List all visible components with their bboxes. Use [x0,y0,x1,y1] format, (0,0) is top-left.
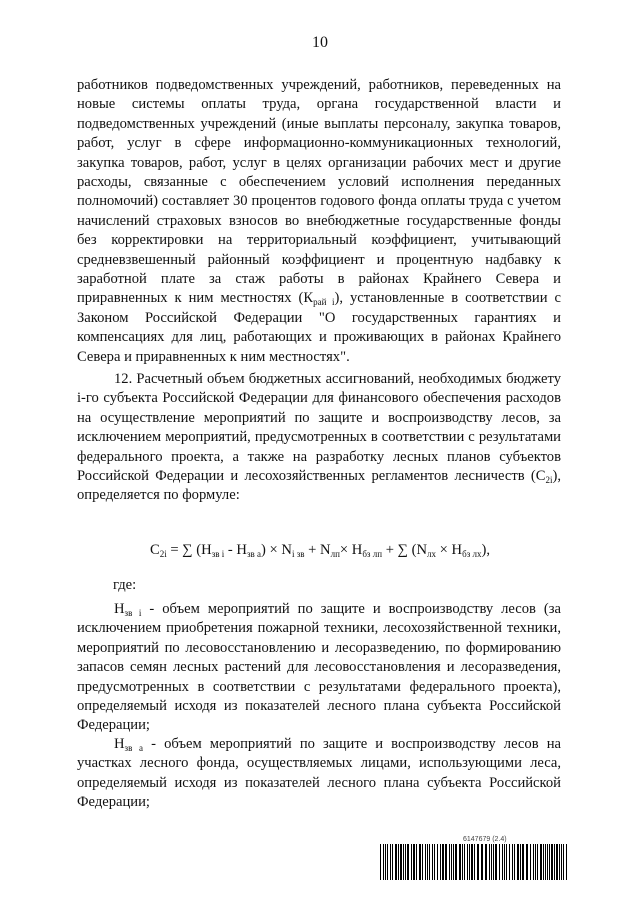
formula-sub: зв i [211,549,225,559]
formula [0,540,640,560]
page-number: 10 [312,34,328,51]
formula-sub: лх [427,549,437,559]
barcode-icon [380,844,570,880]
formula-part: - Н [224,542,247,558]
definition-symbol: Н [114,601,125,617]
paragraph-continuation [77,76,561,367]
formula-part: × Н [436,542,463,558]
formula-sub: бз лх [462,549,482,559]
formula-part: ) × N [261,542,292,558]
paragraph-text: работников подведомственных учреждений, работников, переведенных на новые системы оплаты труда, органа государственной власти и подведомственных учреждений (иные выплаты персоналу, закупка товаров, работ, услуг в сфере информационно-коммуникационных технологий, закупка товаров, работ, услуг в целях организации рабочих мест и другие расходы, связанные с обеспечением условий исполнения переданных полномочий) составляет 30 процентов годового фонда оплаты труда с учетом начислений страховых взносов во внебюджетные государственные фонды без корректировки на территориальный коэффициент, учитывающий средневзвешенный районный коэффициент и процентную надбавку к заработной плате за стаж работы в районах Крайнего Севера и приравненных к ним местностях (К [77,77,561,307]
definition-text: - объем мероприятий по защите и воспроизводству лесов (за исключением приобретения пожарной техники, лесохозяйственной техники, мероприятий по лесовосстановлению и лесоразведению, по формированию запасов семян лесных растений для лесовосстановления и лесоразведения, предусмотренных в соответствии с результатами федерального проекта), определяемый исходя из показателей лесного плана субъекта Российской Федерации; [77,601,561,734]
formula-sub: зв а [246,549,262,559]
definition-text: - объем мероприятий по защите и воспроизводству лесов на участках лесного фонда, осуществляемых лицами, использующими леса, определяемый исходя из показателей лесного плана субъекта Российской Федерации; [77,736,561,811]
subscript: зв а [124,743,144,753]
paragraph-text: 12. Расчетный объем бюджетных ассигнований, необходимых бюджету i-го субъекта Российской Федерации для финансового обеспечения расходов на осуществление мероприятий по защите и воспроизводству лесов, за исключением мероприятий, предусмотренных в соответствии с результатами федерального проекта, а также на разработку лесных планов субъектов Российской Федерации и лесохозяйственных регламентов лесничеств (С [77,371,561,485]
definition-symbol: Н [114,736,125,752]
formula-sub: бз лп [362,549,383,559]
formula-sub: i зв [291,549,305,559]
formula-part: С [149,542,160,558]
definition-n-zv-i [77,600,561,736]
paragraph-text: ), установленные в соответствии с Законом Российской Федерации "О государственных гарантиях и компенсациях для лиц, работающих и проживающих в районах Крайнего Севера и приравненных к ним местностях". [77,290,561,365]
paragraph-item-12 [77,370,561,506]
formula-part: ), [481,542,491,558]
subscript: 2i [545,475,553,486]
formula-part: + ∑ (N [382,542,428,558]
paragraph-text: ), определяется по формуле: [77,468,561,504]
formula-sub: лп [330,549,340,559]
formula-part: + N [304,542,331,558]
formula-part: × Н [339,542,363,558]
definition-n-zv-a [77,735,561,813]
subscript: зв i [124,608,142,618]
where-label: где: [113,577,137,593]
formula-part: = ∑ (Н [166,542,212,558]
formula-sub: 2i [159,549,167,559]
document-code: 6147679 (2.4) [463,836,507,843]
subscript: рай i [313,297,335,308]
